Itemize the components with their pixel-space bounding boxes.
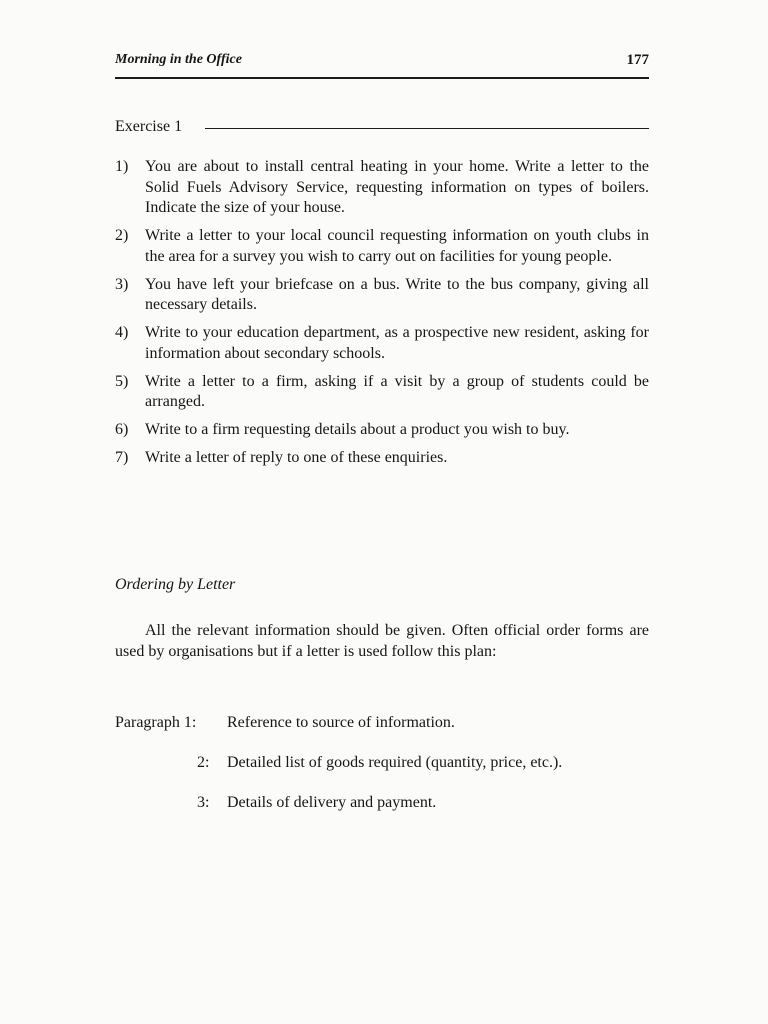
exercise-item [115,420,649,441]
section-title: Ordering by Letter [115,576,236,593]
exercise-heading [115,118,649,140]
exercise-item [115,157,649,219]
exercise-item-text: Write a letter to a firm, asking if a visit by a group of students could be arranged. [145,372,649,410]
header-rule [115,77,649,79]
exercise-item-text: Write to a firm requesting details about a product you wish to buy. [145,421,570,438]
exercise-item [115,275,649,316]
exercise-item-number: 7) [115,449,129,466]
exercise-item-text: You are about to install central heating in your home. Write a letter to the Solid Fuels Advisory Service, requesting information on types of boilers. Indicate the size of your house. [145,158,649,216]
exercise-item [115,226,649,267]
exercise-item-number: 2) [115,227,129,244]
exercise-item-text: Write a letter of reply to one of these enquiries. [145,449,448,466]
plan-text: Reference to source of information. [227,714,455,731]
plan-row [115,794,675,816]
plan-text: Detailed list of goods required (quantity, price, etc.). [227,754,563,771]
plan-label: 2: [197,754,210,771]
exercise-heading-label: Exercise 1 [115,118,190,136]
page-number: 177 [626,52,649,68]
running-head-title: Morning in the Office [115,52,242,67]
exercise-item-number: 6) [115,421,129,438]
exercise-item [115,323,649,364]
plan-label: 3: [197,794,210,811]
plan-text: Details of delivery and payment. [227,794,437,811]
exercise-list [115,157,649,476]
plan-label: Paragraph 1: [115,714,197,731]
running-head [115,52,649,72]
exercise-item-number: 3) [115,275,129,293]
exercise-item-text: Write a letter to your local council requesting information on youth clubs in the area for a survey you wish to carry out on facilities for young people. [145,227,649,265]
exercise-item-number: 1) [115,158,129,175]
exercise-item-number: 5) [115,372,129,390]
exercise-item-text: Write to your education department, as a prospective new resident, asking for information about secondary schools. [145,324,649,362]
exercise-heading-rule [205,128,649,129]
exercise-item-text: You have left your briefcase on a bus. Write to the bus company, giving all necessary details. [145,275,649,313]
exercise-item [115,448,649,469]
plan-row [115,754,675,776]
exercise-item [115,372,649,413]
intro-paragraph: All the relevant information should be given. Often official order forms are used by organisations but if a letter is used follow this plan: [115,622,649,660]
exercise-item-number: 4) [115,324,129,341]
